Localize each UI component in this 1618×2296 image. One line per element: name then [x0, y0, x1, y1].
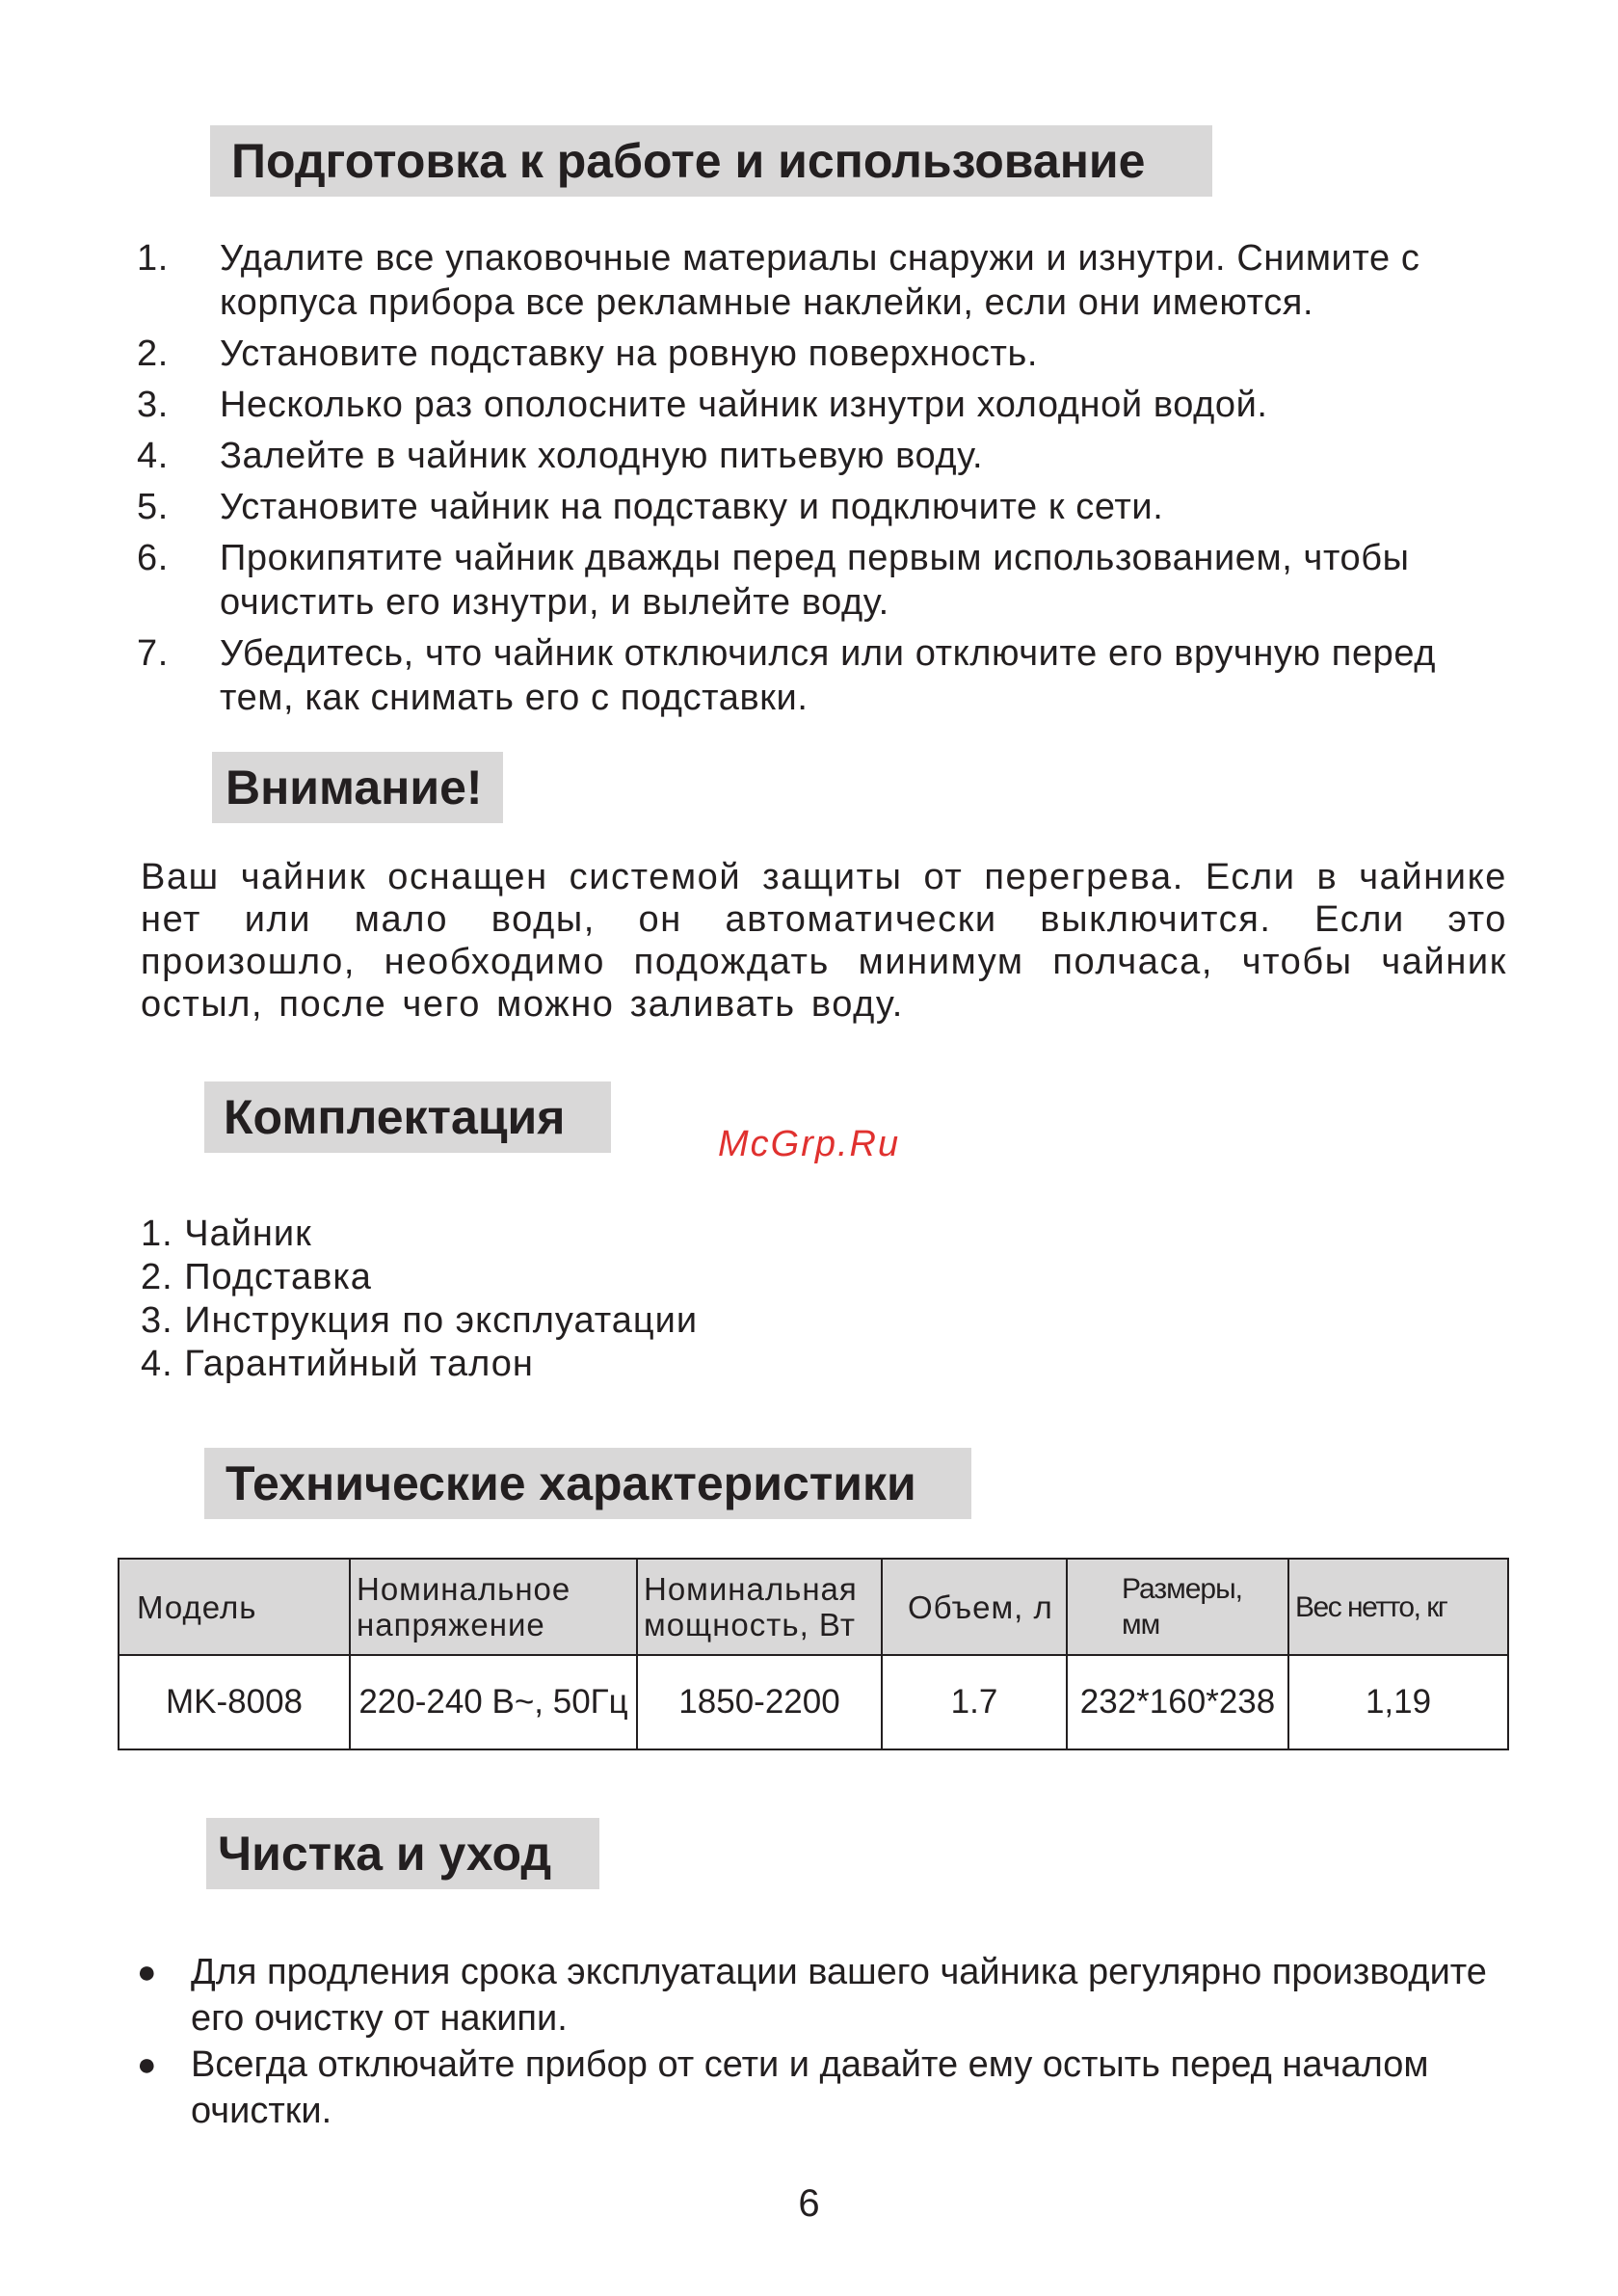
list-item: [137, 2042, 1505, 2134]
cell-power: 1850-2200: [637, 1655, 882, 1749]
care-list: [137, 1949, 1505, 2134]
kit-list: [141, 1213, 698, 1386]
cell-volume: 1.7: [882, 1655, 1067, 1749]
cell-voltage: 220-240 В~, 50Гц: [350, 1655, 637, 1749]
list-item: [137, 1949, 1505, 2042]
step-number: 2.: [137, 334, 169, 374]
care-text: Всегда отключайте прибор от сети и давайте ему остыть перед началом очистки.: [191, 2044, 1429, 2131]
step-text: Несколько раз ополосните чайник изнутри холодной водой.: [220, 385, 1268, 425]
warning-paragraph: Ваш чайник оснащен системой защиты от перегрева. Если в чайнике нет или мало воды, он автоматически выключится. Если это произошло, необходимо подождать минимум полчаса, чтобы чайник остыл, после чего можно заливать воду.: [141, 857, 1507, 1025]
specs-table: [118, 1558, 1509, 1750]
list-item: [137, 332, 1505, 376]
step-number: 6.: [137, 538, 169, 578]
step-text: Установите чайник на подставку и подключите к сети.: [220, 487, 1164, 527]
list-item: [137, 236, 1505, 325]
header-model: Модель: [119, 1559, 350, 1655]
step-number: 1.: [137, 238, 169, 279]
step-number: 5.: [137, 487, 169, 527]
specs-heading: Технические характеристики: [204, 1448, 971, 1519]
header-volume: Объем, л: [882, 1559, 1067, 1655]
list-item: 1. Чайник: [141, 1214, 312, 1254]
header-dimensions: Размеры, мм: [1067, 1559, 1288, 1655]
step-number: 7.: [137, 633, 169, 674]
list-item: [137, 485, 1505, 529]
list-item: [137, 383, 1505, 427]
bullet-icon: ●: [137, 2046, 157, 2083]
list-item: 2. Подставка: [141, 1257, 372, 1297]
header-power: Номинальная мощность, Вт: [637, 1559, 882, 1655]
list-item: [137, 631, 1505, 720]
cell-weight: 1,19: [1288, 1655, 1508, 1749]
prep-heading: Подготовка к работе и использование: [210, 125, 1212, 197]
page-number: 6: [798, 2182, 820, 2225]
kit-heading: Комплектация: [204, 1081, 611, 1153]
prep-steps-list: [137, 236, 1505, 727]
list-item: 4. Гарантийный талон: [141, 1344, 534, 1384]
step-number: 3.: [137, 385, 169, 425]
cell-model: MK-8008: [119, 1655, 350, 1749]
bullet-icon: ●: [137, 1954, 157, 1990]
table-header-row: [119, 1559, 1508, 1655]
cell-dimensions: 232*160*238: [1067, 1655, 1288, 1749]
warning-heading: Внимание!: [212, 752, 503, 823]
watermark: McGrp.Ru: [718, 1124, 901, 1164]
header-voltage: Номинальное напряжение: [350, 1559, 637, 1655]
step-text: Установите подставку на ровную поверхность.: [220, 334, 1039, 374]
step-text: Прокипятите чайник дважды перед первым использованием, чтобы очистить его изнутри, и вылейте воду.: [220, 538, 1410, 623]
table-row: [119, 1655, 1508, 1749]
list-item: [137, 536, 1505, 625]
list-item: 3. Инструкция по эксплуатации: [141, 1300, 699, 1341]
step-number: 4.: [137, 436, 169, 476]
step-text: Убедитесь, что чайник отключился или отключите его вручную перед тем, как снимать его с подставки.: [220, 633, 1437, 718]
list-item: [137, 434, 1505, 478]
care-text: Для продления срока эксплуатации вашего чайника регулярно производите его очистку от накипи.: [191, 1952, 1487, 2039]
step-text: Удалите все упаковочные материалы снаружи и изнутри. Снимите с корпуса прибора все рекламные наклейки, если они имеются.: [220, 238, 1420, 323]
care-heading: Чистка и уход: [206, 1818, 599, 1889]
step-text: Залейте в чайник холодную питьевую воду.: [220, 436, 984, 476]
header-weight: Вес нетто, кг: [1288, 1559, 1508, 1655]
